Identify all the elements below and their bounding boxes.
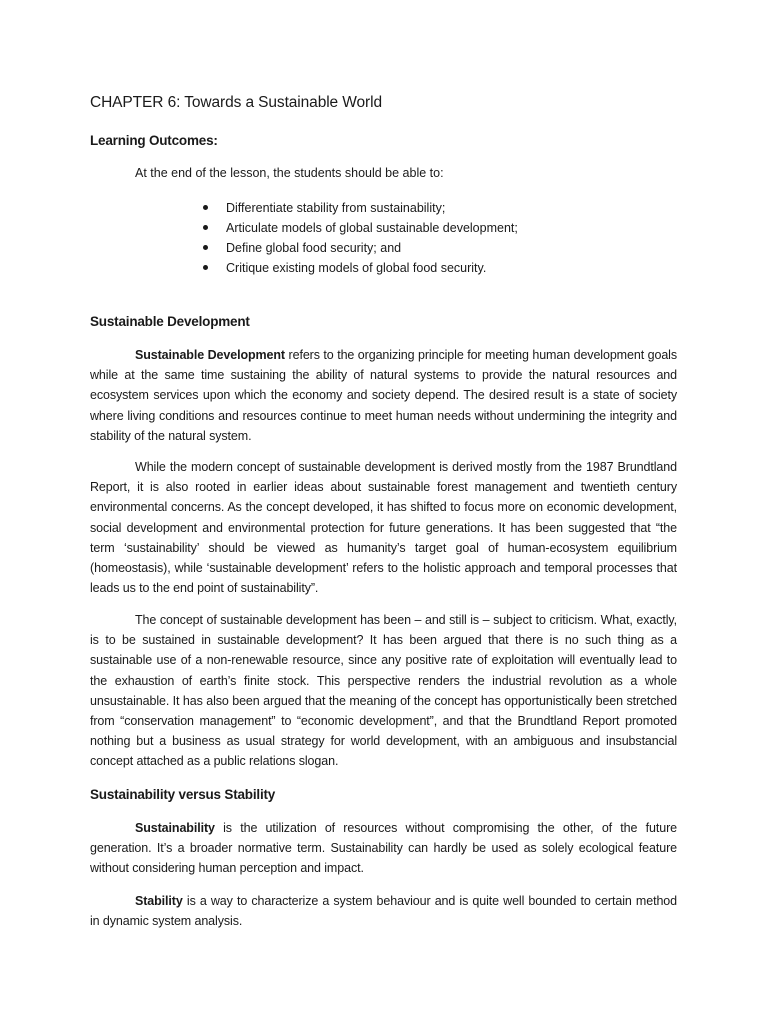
bullet-icon [203, 245, 208, 250]
sustainability-definition-paragraph [90, 818, 677, 879]
list-item-text: Define global food security; and [226, 241, 402, 255]
list-item [200, 258, 518, 278]
learning-outcomes-heading: Learning Outcomes: [90, 133, 218, 148]
sustainability-vs-stability-heading: Sustainability versus Stability [90, 787, 276, 802]
stability-definition-paragraph [90, 891, 677, 931]
list-item [200, 218, 518, 238]
list-item-text: Differentiate stability from sustainability; [226, 201, 446, 215]
bullet-icon [203, 225, 208, 230]
sustainable-development-heading: Sustainable Development [90, 314, 250, 329]
term-sustainable-development: Sustainable Development [135, 348, 285, 362]
chapter-title: CHAPTER 6: Towards a Sustainable World [90, 94, 382, 111]
paragraph-text: is a way to characterize a system behaviour and is quite well bounded to certain method in dynamic system analysis. [90, 894, 677, 929]
paragraph-text: is the utilization of resources without compromising the other, of the future generation. It’s a broader normative term. Sustainability can hardly be used as solely ecological feature without considering human perception and impact. [90, 821, 677, 876]
bullet-icon [203, 205, 208, 210]
paragraph-text: refers to the organizing principle for meeting human development goals while at the same time sustaining the ability of natural systems to provide the natural resources and ecosystem services upon which the economy and society depend. The desired result is a state of society where living conditions and resources continue to meet human needs without undermining the integrity and stability of the natural system. [90, 348, 677, 443]
term-sustainability: Sustainability [135, 821, 215, 835]
learning-outcomes-intro: At the end of the lesson, the students should be able to: [135, 166, 444, 180]
sustainable-development-paragraph-3: The concept of sustainable development has been – and still is – subject to criticism. What, exactly, is to be sustained in sustainable development? It has been argued that there is no such thing as a sustainable use of a non-renewable resource, since any positive rate of exploitation will eventually lead to the exhaustion of earth’s finite stock. This perspective renders the industrial revolution as a whole unsustainable. It has also been argued that the meaning of the concept has opportunistically been stretched from “conservation management” to “economic development”, and that the Brundtland Report promoted nothing but a business as usual strategy for world development, with an ambiguous and insubstancial concept attached as a public relations slogan. [90, 613, 677, 769]
list-item-text: Critique existing models of global food security. [226, 261, 487, 275]
list-item-text: Articulate models of global sustainable development; [226, 221, 518, 235]
bullet-icon [203, 265, 208, 270]
term-stability: Stability [135, 894, 183, 908]
learning-outcomes-list [200, 198, 518, 278]
list-item [200, 198, 518, 218]
sustainable-development-paragraph-1 [90, 345, 677, 446]
list-item [200, 238, 518, 258]
sustainable-development-paragraph-2: While the modern concept of sustainable development is derived mostly from the 1987 Brundtland Report, it is also rooted in earlier ideas about sustainable forest management and twentieth century environmental concerns. As the concept developed, it has shifted to focus more on economic development, social development and environmental protection for future generations. It has been suggested that “the term ‘sustainability’ should be viewed as humanity’s target goal of human-ecosystem equilibrium (homeostasis), while ‘sustainable development’ refers to the holistic approach and temporal processes that leads us to the end point of sustainability”. [90, 460, 677, 596]
